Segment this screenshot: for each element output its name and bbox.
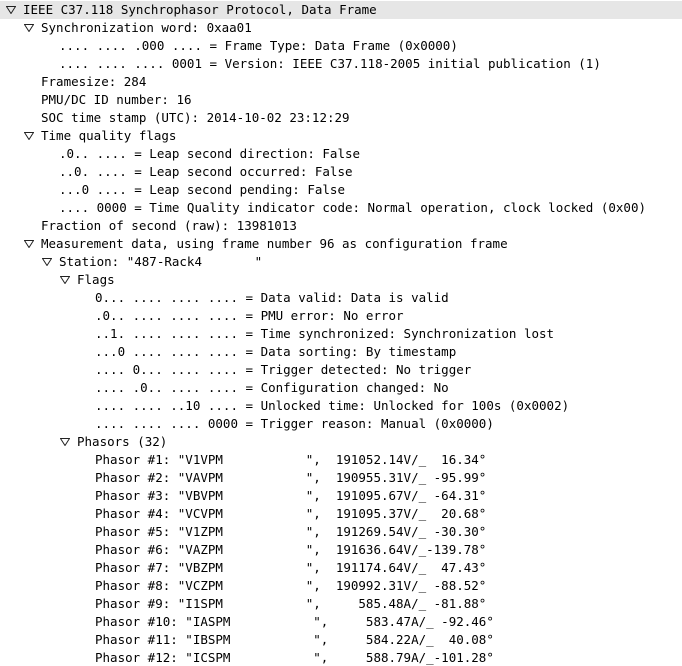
tree-row[interactable]	[0, 109, 682, 127]
tree-row-label: .0.. .... .... .... = PMU error: No error	[95, 308, 404, 323]
expand-triangle-open-icon[interactable]	[59, 433, 71, 451]
tree-row[interactable]	[0, 235, 682, 253]
tree-row[interactable]	[0, 613, 682, 631]
tree-row[interactable]	[0, 307, 682, 325]
expand-triangle-open-icon[interactable]	[23, 235, 35, 253]
tree-row-label: ..0. .... = Leap second occurred: False	[59, 164, 353, 179]
tree-row-label: .... .... .000 .... = Frame Type: Data Frame (0x0000)	[59, 38, 458, 53]
tree-row-label: .0.. .... = Leap second direction: False	[59, 146, 361, 161]
tree-row[interactable]	[0, 433, 682, 451]
tree-row-label: Phasor #11: "IBSPM ", 584.22A/_ 40.08°	[95, 632, 494, 647]
tree-row-label: Phasor #10: "IASPM ", 583.47A/_ -92.46°	[95, 614, 494, 629]
tree-row[interactable]	[0, 397, 682, 415]
tree-row-label: .... 0000 = Time Quality indicator code: Normal operation, clock locked (0x00)	[59, 200, 646, 215]
tree-row-label: Fraction of second (raw): 13981013	[41, 218, 297, 233]
tree-row[interactable]	[0, 91, 682, 109]
tree-row[interactable]	[0, 343, 682, 361]
expand-triangle-open-icon[interactable]	[23, 127, 35, 145]
tree-row[interactable]	[0, 505, 682, 523]
tree-row[interactable]	[0, 415, 682, 433]
tree-row[interactable]	[0, 199, 682, 217]
tree-row-label: Phasor #1: "V1VPM ", 191052.14V/_ 16.34°	[95, 452, 487, 467]
tree-row[interactable]	[0, 145, 682, 163]
tree-row-label: Phasor #4: "VCVPM ", 191095.37V/_ 20.68°	[95, 506, 487, 521]
tree-row[interactable]	[0, 631, 682, 649]
tree-row[interactable]	[0, 181, 682, 199]
tree-row-label: Synchronization word: 0xaa01	[41, 20, 252, 35]
tree-row[interactable]	[0, 163, 682, 181]
expand-triangle-open-icon[interactable]	[41, 253, 53, 271]
tree-row[interactable]	[0, 649, 682, 666]
tree-row-label: Phasor #12: "ICSPM ", 588.79A/_-101.28°	[95, 650, 494, 665]
tree-row-label: IEEE C37.118 Synchrophasor Protocol, Data Frame	[23, 2, 377, 17]
tree-row[interactable]	[0, 253, 682, 271]
tree-row-label: Phasor #9: "I1SPM ", 585.48A/_ -81.88°	[95, 596, 487, 611]
tree-row-label: Phasor #5: "V1ZPM ", 191269.54V/_ -30.30°	[95, 524, 487, 539]
tree-row[interactable]	[0, 523, 682, 541]
tree-row[interactable]	[0, 55, 682, 73]
tree-row-label: Time quality flags	[41, 128, 177, 143]
expand-triangle-open-icon[interactable]	[5, 1, 17, 19]
tree-row-label: ...0 .... = Leap second pending: False	[59, 182, 345, 197]
tree-row-label: .... .0.. .... .... = Configuration changed: No	[95, 380, 449, 395]
tree-row-label: Station: "487-Rack4 "	[59, 254, 263, 269]
tree-row[interactable]	[0, 595, 682, 613]
tree-row-label: Phasors (32)	[77, 434, 168, 449]
tree-row-label: Measurement data, using frame number 96 as configuration frame	[41, 236, 508, 251]
tree-row[interactable]	[0, 73, 682, 91]
tree-row-label: PMU/DC ID number: 16	[41, 92, 192, 107]
tree-row-label: .... .... .... 0000 = Trigger reason: Manual (0x0000)	[95, 416, 494, 431]
tree-row-label: Flags	[77, 272, 115, 287]
tree-row-label: ..1. .... .... .... = Time synchronized: Synchronization lost	[95, 326, 555, 341]
tree-row-label: .... 0... .... .... = Trigger detected: No trigger	[95, 362, 472, 377]
tree-row[interactable]	[0, 379, 682, 397]
tree-row[interactable]	[0, 19, 682, 37]
tree-row[interactable]	[0, 451, 682, 469]
tree-row[interactable]	[0, 127, 682, 145]
expand-triangle-open-icon[interactable]	[23, 19, 35, 37]
tree-row[interactable]	[0, 469, 682, 487]
tree-row[interactable]	[0, 271, 682, 289]
tree-row[interactable]	[0, 1, 682, 19]
tree-row-label: ...0 .... .... .... = Data sorting: By timestamp	[95, 344, 457, 359]
tree-row-label: .... .... .... 0001 = Version: IEEE C37.118-2005 initial publication (1)	[59, 56, 601, 71]
tree-row-label: Phasor #6: "VAZPM ", 191636.64V/_-139.78°	[95, 542, 487, 557]
tree-row[interactable]	[0, 289, 682, 307]
tree-row-label: .... .... ..10 .... = Unlocked time: Unlocked for 100s (0x0002)	[95, 398, 570, 413]
tree-row-label: Framesize: 284	[41, 74, 147, 89]
tree-row-label: Phasor #2: "VAVPM ", 190955.31V/_ -95.99°	[95, 470, 487, 485]
expand-triangle-open-icon[interactable]	[59, 271, 71, 289]
tree-row[interactable]	[0, 577, 682, 595]
tree-row[interactable]	[0, 559, 682, 577]
tree-row-label: SOC time stamp (UTC): 2014-10-02 23:12:29	[41, 110, 350, 125]
tree-row[interactable]	[0, 325, 682, 343]
tree-row-label: Phasor #7: "VBZPM ", 191174.64V/_ 47.43°	[95, 560, 487, 575]
tree-row[interactable]	[0, 541, 682, 559]
tree-row[interactable]	[0, 361, 682, 379]
tree-row-label: Phasor #8: "VCZPM ", 190992.31V/_ -88.52°	[95, 578, 487, 593]
tree-row[interactable]	[0, 217, 682, 235]
tree-row-label: Phasor #3: "VBVPM ", 191095.67V/_ -64.31°	[95, 488, 487, 503]
tree-row-label: 0... .... .... .... = Data valid: Data is valid	[95, 290, 449, 305]
tree-row[interactable]	[0, 487, 682, 505]
tree-row[interactable]	[0, 37, 682, 55]
